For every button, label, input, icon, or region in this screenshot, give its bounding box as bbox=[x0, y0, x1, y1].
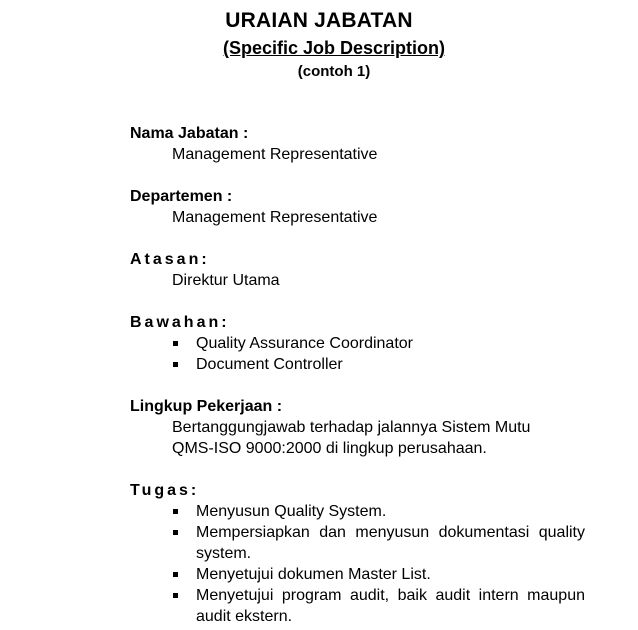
departemen-label: Departemen : bbox=[130, 188, 233, 205]
list-item bbox=[172, 585, 585, 627]
list-item bbox=[172, 333, 585, 354]
section-tugas bbox=[130, 481, 585, 627]
list-item bbox=[172, 501, 585, 522]
nama-jabatan-label: Nama Jabatan : bbox=[130, 125, 249, 142]
example-label: (contoh 1) bbox=[297, 63, 371, 80]
bullet-icon bbox=[173, 572, 178, 577]
list-item bbox=[172, 522, 585, 564]
section-nama-jabatan bbox=[130, 124, 585, 165]
section-bawahan bbox=[130, 313, 585, 375]
list-item bbox=[172, 354, 585, 375]
tugas-list bbox=[130, 501, 585, 627]
section-departemen bbox=[130, 187, 585, 228]
bullet-icon bbox=[173, 509, 178, 514]
document-subtitle: (Specific Job Description) bbox=[222, 38, 446, 58]
section-lingkup-pekerjaan bbox=[130, 397, 585, 459]
tugas-item-text: Menyetujui program audit, baik audit intern maupun audit ekstern. bbox=[196, 587, 585, 625]
tugas-item-text: Menyetujui dokumen Master List. bbox=[196, 566, 431, 583]
lingkup-pekerjaan-line: QMS-ISO 9000:2000 di lingkup perusahaan. bbox=[172, 440, 487, 457]
nama-jabatan-value: Management Representative bbox=[172, 146, 378, 163]
bullet-icon bbox=[173, 341, 178, 346]
bullet-icon bbox=[173, 362, 178, 367]
lingkup-pekerjaan-label: Lingkup Pekerjaan : bbox=[130, 398, 283, 415]
bawahan-item-text: Quality Assurance Coordinator bbox=[196, 335, 413, 352]
tugas-label: Tugas: bbox=[130, 482, 200, 499]
bawahan-item-text: Document Controller bbox=[196, 356, 343, 373]
document-title: URAIAN JABATAN bbox=[225, 9, 413, 32]
section-atasan bbox=[130, 250, 585, 291]
atasan-value: Direktur Utama bbox=[172, 272, 280, 289]
bullet-icon bbox=[173, 530, 178, 535]
atasan-label: Atasan: bbox=[130, 251, 210, 268]
list-item bbox=[172, 564, 585, 585]
bawahan-label: Bawahan: bbox=[130, 314, 230, 331]
bullet-icon bbox=[173, 593, 178, 598]
bawahan-list bbox=[130, 333, 585, 375]
lingkup-pekerjaan-line: Bertanggungjawab terhadap jalannya Sistem Mutu bbox=[172, 419, 531, 436]
tugas-item-text: Menyusun Quality System. bbox=[196, 503, 387, 520]
tugas-item-text: Mempersiapkan dan menyusun dokumentasi quality system. bbox=[196, 524, 585, 562]
departemen-value: Management Representative bbox=[172, 209, 378, 226]
